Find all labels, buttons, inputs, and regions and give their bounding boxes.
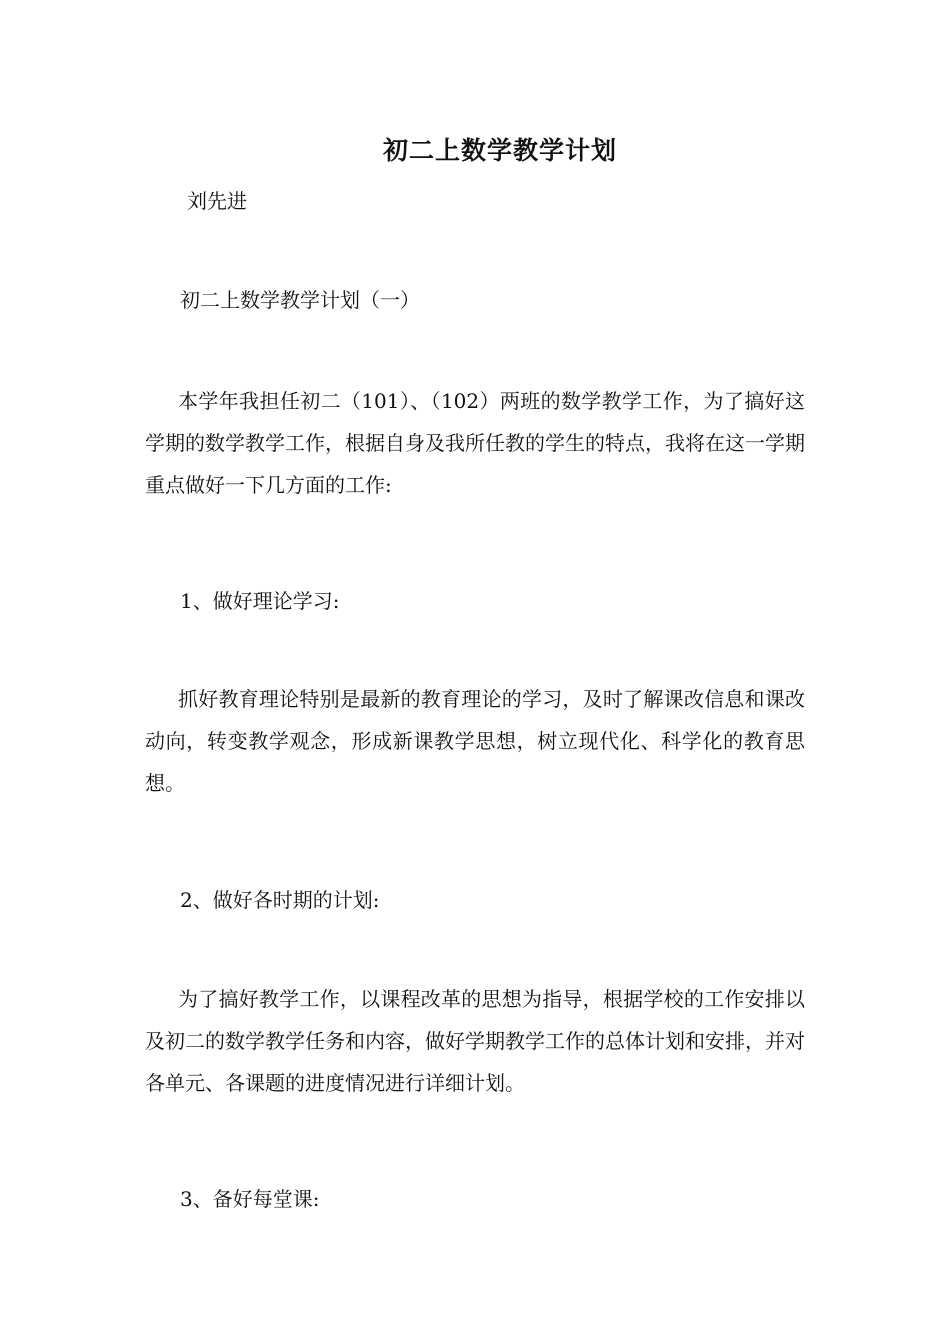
section-heading: 初二上数学教学计划（一） xyxy=(180,288,420,312)
item2-paragraph: 为了搞好教学工作，以课程改革的思想为指导，根据学校的工作安排以及初二的数学教学任务和内容，做好学期教学工作的总体计划和安排，并对各单元、各课题的进度情况进行详细计划。 xyxy=(145,987,805,1095)
author-name: 刘先进 xyxy=(187,189,247,213)
item2-heading: 2、做好各时期的计划: xyxy=(180,888,380,912)
item3-heading: 3、备好每堂课: xyxy=(180,1187,320,1211)
item1-paragraph: 抓好教育理论特别是最新的教育理论的学习，及时了解课改信息和课改动向，转变教学观念，形成新课教学思想，树立现代化、科学化的教育思想。 xyxy=(145,687,805,795)
intro-paragraph: 本学年我担任初二（101）、（102）两班的数学教学工作，为了搞好这学期的数学教学工作，根据自身及我所任教的学生的特点，我将在这一学期重点做好一下几方面的工作: xyxy=(145,389,805,497)
document-title: 初二上数学教学计划 xyxy=(382,136,617,165)
item1-heading: 1、做好理论学习: xyxy=(180,589,340,613)
